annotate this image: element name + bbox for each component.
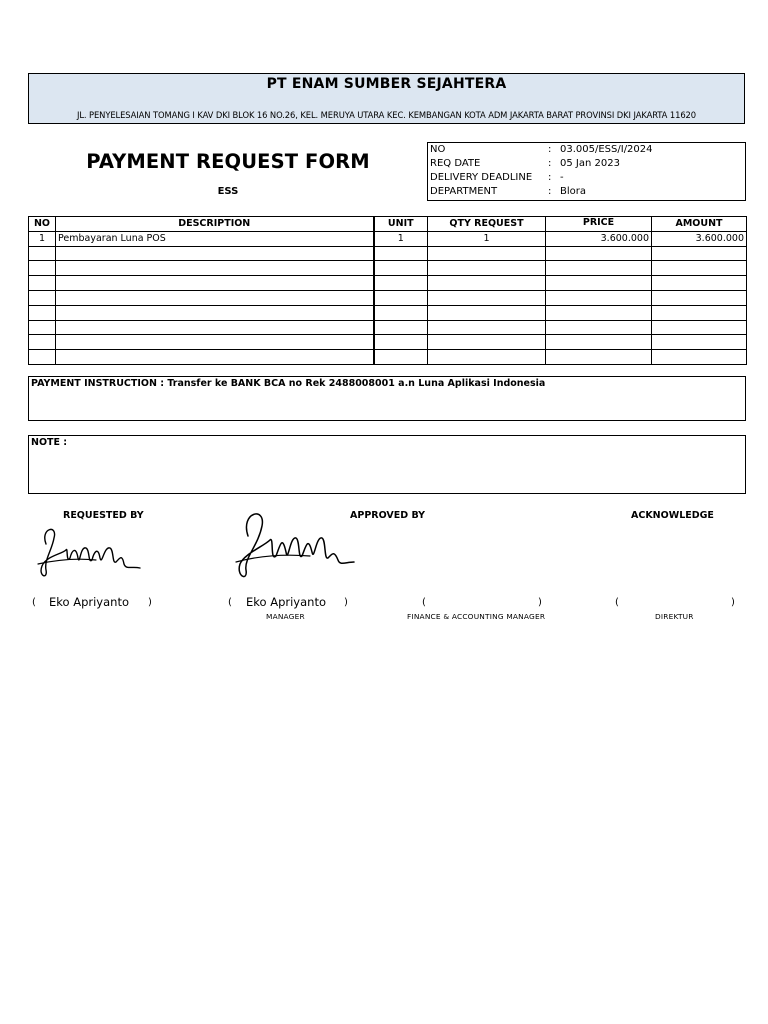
cell-amount [652, 276, 747, 291]
items-table [28, 216, 747, 365]
cell-unit [374, 305, 428, 320]
cell-no [29, 261, 56, 276]
company-name: PT ENAM SUMBER SEJAHTERA [266, 76, 507, 92]
payment-instruction-text: PAYMENT INSTRUCTION : Transfer ke BANK BCA no Rek 2488008001 a.n Luna Aplikasi Indonesia [31, 378, 546, 389]
signature-requested [36, 524, 146, 582]
cell-qty [428, 261, 546, 276]
signer-role-finance: FINANCE & ACCOUNTING MANAGER [407, 612, 546, 621]
paren-close: ) [148, 597, 152, 608]
table-row [29, 276, 747, 291]
form-subtitle: ESS [217, 186, 239, 197]
cell-price [546, 335, 652, 350]
cell-no [29, 290, 56, 305]
cell-amount: 3.600.000 [652, 231, 747, 246]
cell-unit [374, 350, 428, 365]
payment-instruction-box [28, 376, 746, 421]
cell-price [546, 276, 652, 291]
cell-amount [652, 246, 747, 261]
cell-no [29, 246, 56, 261]
meta-colon: : [548, 144, 552, 155]
col-header-price: PRICE [546, 217, 652, 232]
acknowledge-label: ACKNOWLEDGE [631, 510, 714, 521]
cell-qty [428, 335, 546, 350]
paren-close: ) [538, 597, 542, 608]
meta-colon: : [548, 158, 552, 169]
cell-no [29, 350, 56, 365]
col-header-no: NO [29, 217, 56, 232]
meta-value: Blora [560, 186, 586, 197]
table-row [29, 305, 747, 320]
table-row [29, 290, 747, 305]
cell-amount [652, 335, 747, 350]
meta-label: REQ DATE [430, 158, 481, 169]
cell-qty [428, 320, 546, 335]
paren-close: ) [344, 597, 348, 608]
cell-description [56, 305, 374, 320]
signer-role-direktur: DIREKTUR [655, 612, 694, 621]
paren-close: ) [731, 597, 735, 608]
cell-price [546, 246, 652, 261]
cell-qty [428, 350, 546, 365]
col-header-description: DESCRIPTION [56, 217, 374, 232]
company-header [28, 73, 745, 124]
paren-open: ( [228, 597, 232, 608]
signer-role-manager: MANAGER [266, 612, 305, 621]
paren-open: ( [32, 597, 36, 608]
cell-price [546, 261, 652, 276]
col-header-unit: UNIT [374, 217, 428, 232]
cell-price [546, 290, 652, 305]
meta-value: - [560, 172, 564, 183]
company-address: JL. PENYELESAIAN TOMANG I KAV DKI BLOK 16 NO.26, KEL. MERUYA UTARA KEC. KEMBANGAN KOTA ADM JAKARTA BARAT PROVINSI DKI JAKARTA 11620 [76, 110, 697, 120]
form-title: PAYMENT REQUEST FORM [86, 150, 370, 173]
table-row [29, 231, 747, 246]
cell-amount [652, 290, 747, 305]
cell-description [56, 335, 374, 350]
note-label: NOTE : [31, 437, 68, 448]
cell-amount [652, 305, 747, 320]
note-box [28, 435, 746, 494]
signer-name: Eko Apriyanto [246, 595, 326, 609]
requested-by-label: REQUESTED BY [63, 510, 144, 521]
cell-unit [374, 335, 428, 350]
cell-description [56, 350, 374, 365]
cell-amount [652, 350, 747, 365]
col-header-amount: AMOUNT [652, 217, 747, 232]
table-row [29, 246, 747, 261]
cell-description [56, 290, 374, 305]
signature-slot-finance [422, 595, 546, 611]
cell-no [29, 276, 56, 291]
cell-qty [428, 290, 546, 305]
cell-description [56, 320, 374, 335]
cell-price: 3.600.000 [546, 231, 652, 246]
cell-description [56, 276, 374, 291]
signature-slot-direktur [615, 595, 739, 611]
paren-open: ( [422, 597, 426, 608]
signer-name: Eko Apriyanto [49, 595, 129, 609]
cell-price [546, 320, 652, 335]
cell-price [546, 350, 652, 365]
cell-qty [428, 246, 546, 261]
meta-label: DEPARTMENT [430, 186, 498, 197]
signature-slot-requested [32, 595, 154, 611]
cell-unit [374, 261, 428, 276]
cell-unit [374, 320, 428, 335]
cell-qty: 1 [428, 231, 546, 246]
table-row [29, 320, 747, 335]
cell-qty [428, 276, 546, 291]
cell-no [29, 305, 56, 320]
meta-value: 03.005/ESS/I/2024 [560, 144, 653, 155]
cell-qty [428, 305, 546, 320]
meta-info-box [427, 142, 746, 201]
cell-price [546, 305, 652, 320]
cell-description: Pembayaran Luna POS [56, 231, 374, 246]
cell-unit: 1 [374, 231, 428, 246]
cell-unit [374, 276, 428, 291]
meta-value: 05 Jan 2023 [560, 158, 620, 169]
signature-manager [234, 506, 359, 584]
table-row [29, 335, 747, 350]
meta-colon: : [548, 186, 552, 197]
cell-no [29, 320, 56, 335]
meta-colon: : [548, 172, 552, 183]
cell-no: 1 [29, 231, 56, 246]
cell-no [29, 335, 56, 350]
approved-by-label: APPROVED BY [350, 510, 426, 521]
col-header-qty: QTY REQUEST [428, 217, 546, 232]
meta-label: NO [430, 144, 446, 155]
signature-slot-manager [228, 595, 350, 611]
table-header-row [29, 217, 747, 232]
cell-amount [652, 261, 747, 276]
cell-description [56, 261, 374, 276]
cell-description [56, 246, 374, 261]
table-row [29, 350, 747, 365]
meta-label: DELIVERY DEADLINE [430, 172, 533, 183]
cell-unit [374, 290, 428, 305]
paren-open: ( [615, 597, 619, 608]
table-row [29, 261, 747, 276]
cell-amount [652, 320, 747, 335]
cell-unit [374, 246, 428, 261]
